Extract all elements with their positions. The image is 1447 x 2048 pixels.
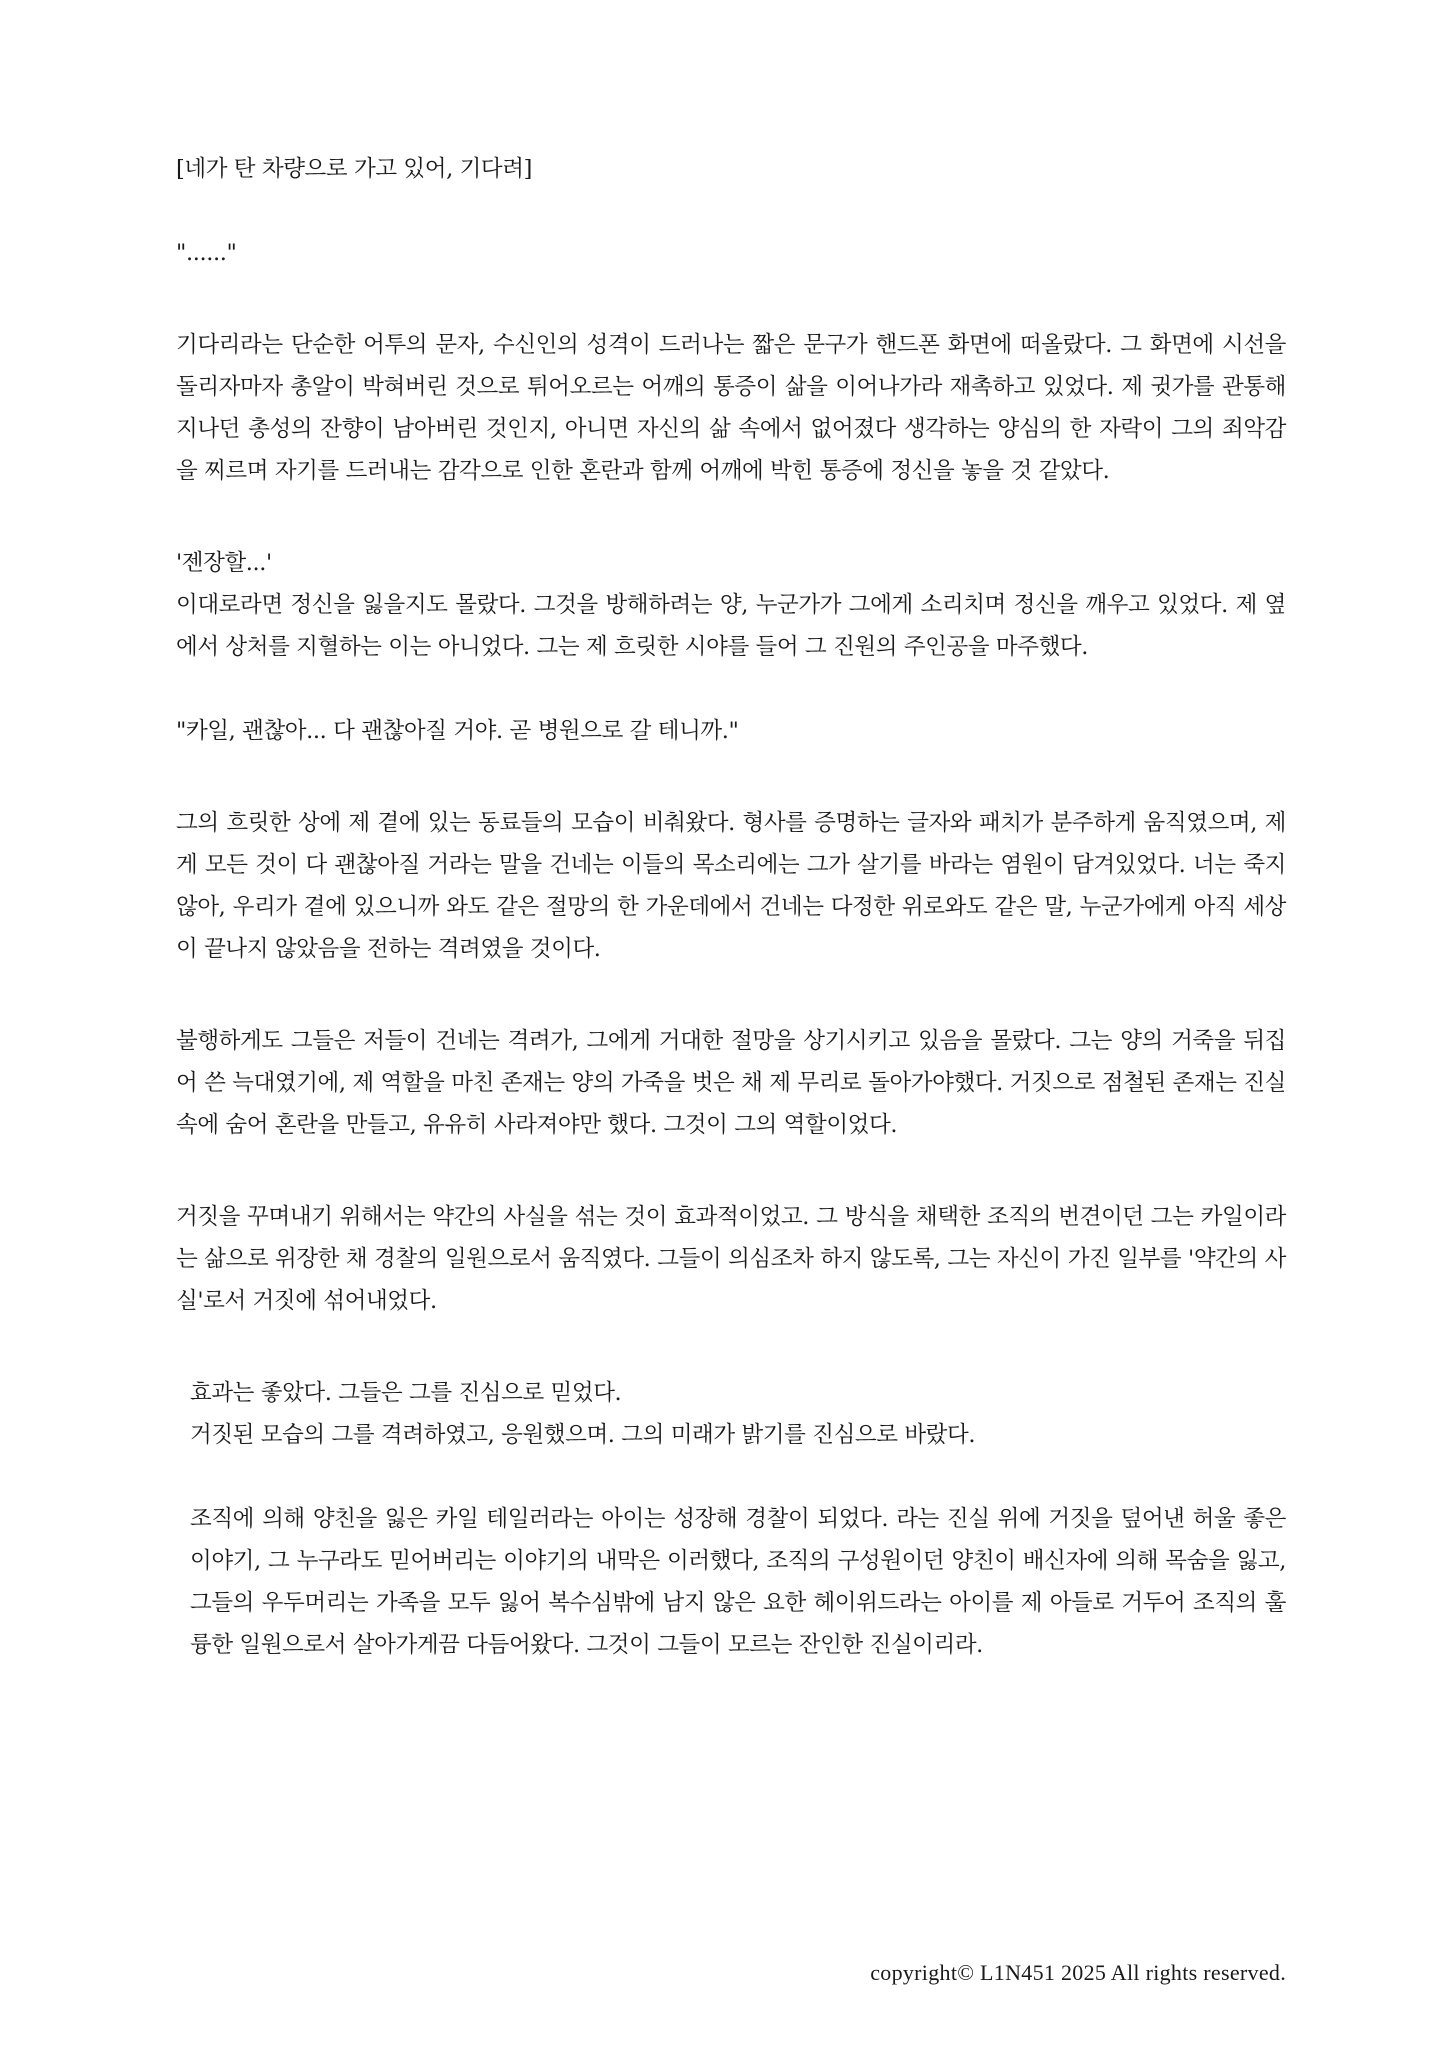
paragraph: 효과는 좋았다. 그들은 그를 진심으로 믿었다. xyxy=(190,1380,622,1406)
paragraph: 불행하게도 그들은 저들이 건네는 격려가, 그에게 거대한 절망을 상기시키고 있음을 몰랐다. 그는 양의 거죽을 뒤집어 쓴 늑대였기에, 제 역할을 마친 존재는 양의 가죽을 벗은 채 제 무리로 돌아가야했다. 거짓으로 점철된 존재는 진실 속에 숨어 혼란을 만들고, 유유히 사라져야만 했다. 그것이 그의 역할이었다. xyxy=(176,1028,1286,1138)
paragraph: 조직에 의해 양친을 잃은 카일 테일러라는 아이는 성장해 경찰이 되었다. 라는 진실 위에 거짓을 덮어낸 허울 좋은 이야기, 그 누구라도 믿어버리는 이야기의 내막은 이러했다, 조직의 구성원이던 양친이 배신자에 의해 목숨을 잃고, 그들의 우두머리는 가족을 모두 잃어 복수심밖에 남지 않은 요한 헤이위드라는 아이를 제 아들로 거두어 조직의 훌륭한 일원으로서 살아가게끔 다듬어왔다. 그것이 그들이 모르는 잔인한 진실이리라. xyxy=(190,1506,1286,1658)
paragraph-gap xyxy=(176,668,1286,710)
message-text: [네가 탄 차량으로 가고 있어, 기다려] xyxy=(176,156,532,182)
document-body xyxy=(176,148,1286,1666)
paragraph-gap xyxy=(176,970,1286,1020)
paragraph: 기다리라는 단순한 어투의 문자, 수신인의 성격이 드러나는 짧은 문구가 핸드폰 화면에 떠올랐다. 그 화면에 시선을 돌리자마자 총알이 박혀버린 것으로 튀어오르는 어깨의 통증이 삶을 이어나가라 재촉하고 있었다. 제 귓가를 관통해 지나던 총성의 잔향이 남아버린 것인지, 아니면 자신의 삶 속에서 없어졌다 생각하는 양심의 한 자락이 그의 죄악감을 찌르며 자기를 드러내는 감각으로 인한 혼란과 함께 어깨에 박힌 통증에 정신을 놓을 것 같았다. xyxy=(176,332,1286,484)
paragraph-gap xyxy=(176,1322,1286,1372)
paragraph-gap xyxy=(176,1456,1286,1498)
ellipsis-dialogue: "......" xyxy=(176,240,237,266)
paragraph-gap xyxy=(176,274,1286,324)
inner-thought: '젠장할...' xyxy=(176,550,272,576)
paragraph-gap xyxy=(176,1146,1286,1196)
paragraph: 이대로라면 정신을 잃을지도 몰랐다. 그것을 방해하려는 양, 누군가가 그에게 소리치며 정신을 깨우고 있었다. 제 옆에서 상처를 지혈하는 이는 아니었다. 그는 제 흐릿한 시야를 들어 그 진원의 주인공을 마주했다. xyxy=(176,592,1286,660)
paragraph-gap xyxy=(176,752,1286,802)
paragraph: 거짓을 꾸며내기 위해서는 약간의 사실을 섞는 것이 효과적이었고. 그 방식을 채택한 조직의 번견이던 그는 카일이라는 삶으로 위장한 채 경찰의 일원으로서 움직였다. 그들이 의심조차 하지 않도록, 그는 자신이 가진 일부를 '약간의 사실'로서 거짓에 섞어내었다. xyxy=(176,1204,1286,1314)
dialogue: "카일, 괜찮아... 다 괜찮아질 거야. 곧 병원으로 갈 테니까." xyxy=(176,718,739,744)
paragraph-gap xyxy=(176,190,1286,232)
paragraph: 그의 흐릿한 상에 제 곁에 있는 동료들의 모습이 비춰왔다. 형사를 증명하는 글자와 패치가 분주하게 움직였으며, 제게 모든 것이 다 괜찮아질 거라는 말을 건네는 이들의 목소리에는 그가 살기를 바라는 염원이 담겨있었다. 너는 죽지 않아, 우리가 곁에 있으니까 와도 같은 절망의 한 가운데에서 건네는 다정한 위로와도 같은 말, 누군가에게 아직 세상이 끝나지 않았음을 전하는 격려였을 것이다. xyxy=(176,810,1286,962)
paragraph-gap xyxy=(176,492,1286,542)
copyright-footer: copyright© L1N451 2025 All rights reserved. xyxy=(870,1960,1286,1985)
paragraph: 거짓된 모습의 그를 격려하였고, 응원했으며. 그의 미래가 밝기를 진심으로 바랐다. xyxy=(190,1422,976,1448)
